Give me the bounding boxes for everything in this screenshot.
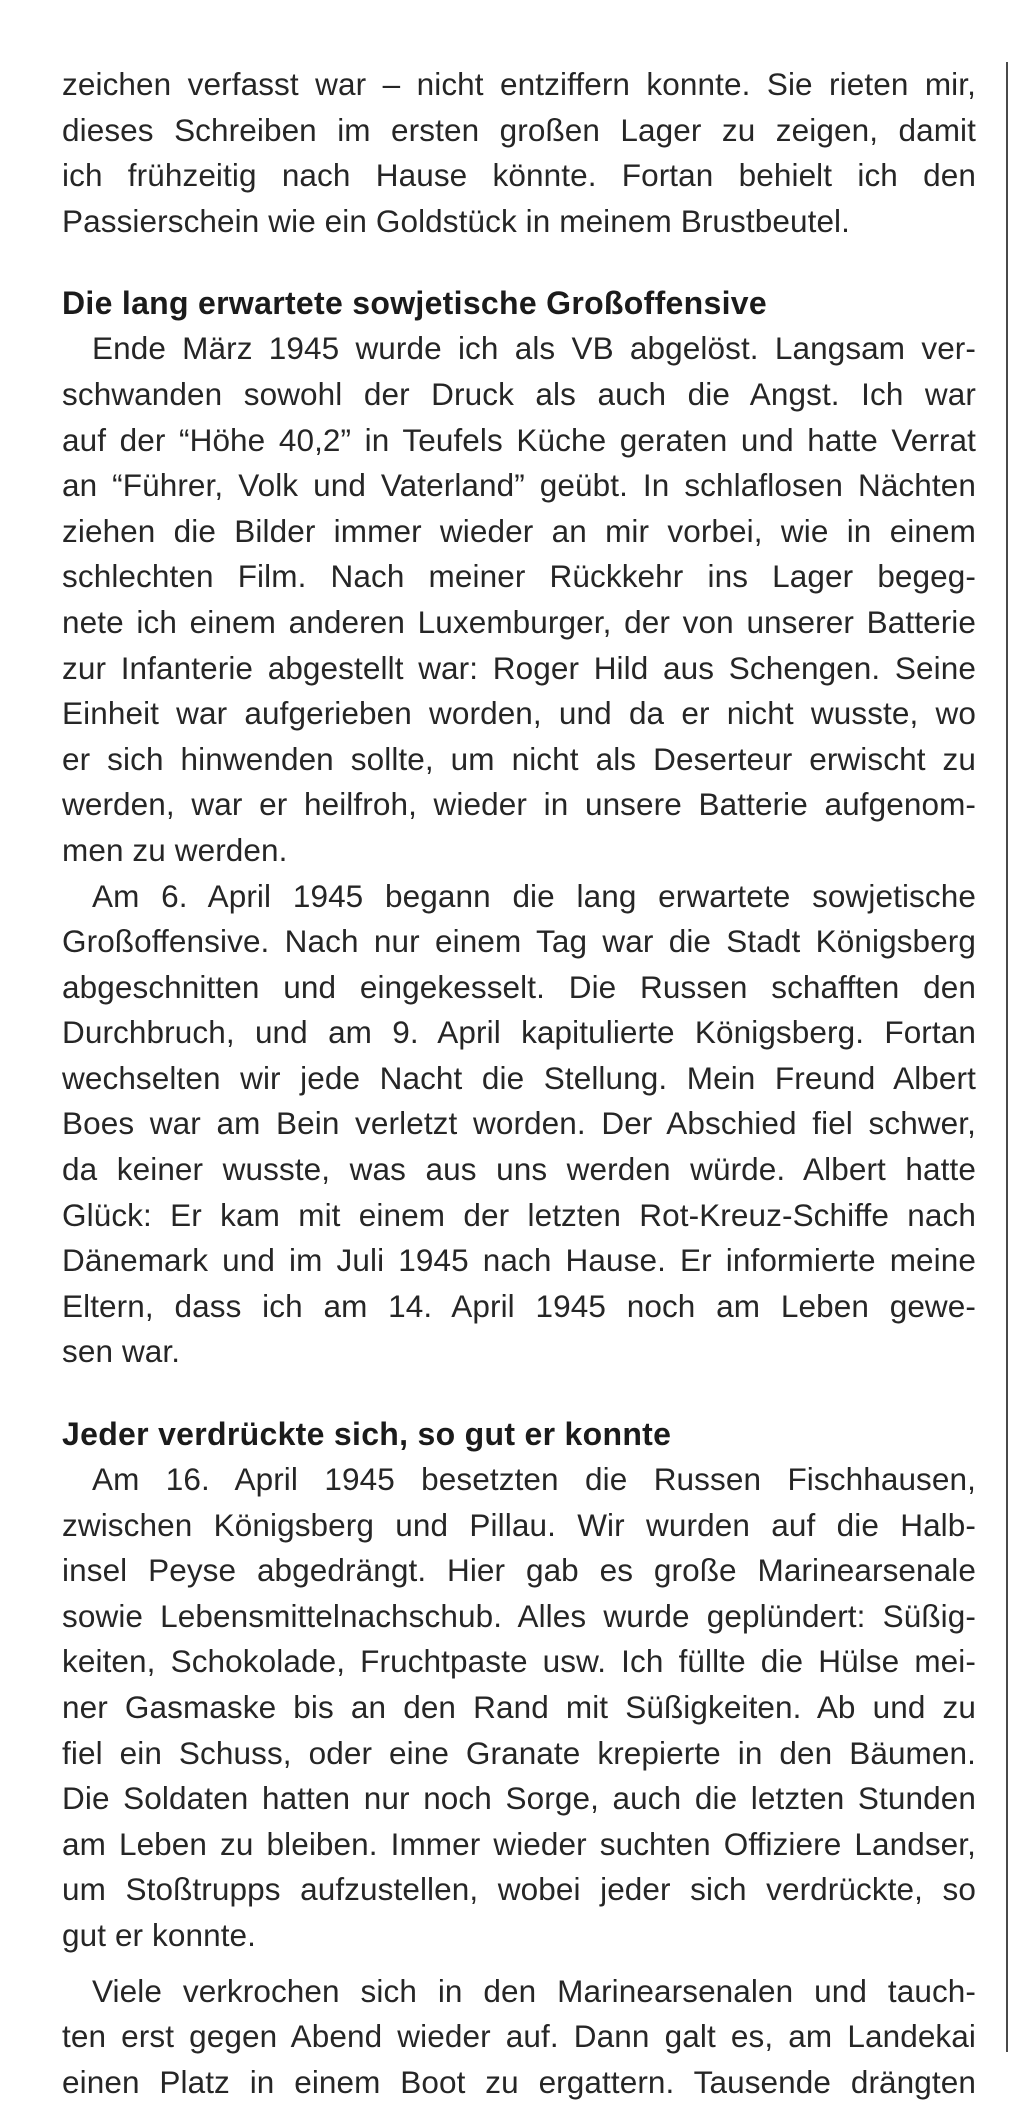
- text-line: zur Infanterie abgestellt war: Roger Hild aus Schengen. Seine: [62, 649, 976, 686]
- text-line: gut er konnte.: [62, 1916, 257, 1953]
- text-line: werden, war er heilfroh, wieder in unsere Batterie aufgenom-: [62, 786, 976, 823]
- text-line: ner Gasmaske bis an den Rand mit Süßigkeiten. Ab und zu: [62, 1689, 976, 1725]
- text-line: Die Soldaten hatten nur noch Sorge, auch die letzten Stunden: [62, 1780, 976, 1817]
- text-line: Viele verkrochen sich in den Marinearsenalen und tauch-: [92, 1972, 976, 2009]
- text-line: um Stoßtrupps aufzustellen, wobei jeder sich verdrückte, so: [62, 1871, 976, 1908]
- section-gap: [62, 244, 976, 280]
- text-line: Durchbruch, und am 9. April kapitulierte Königsberg. Fortan: [62, 1014, 976, 1051]
- text-line: einen Platz in einem Boot zu ergattern. Tausende drängten: [62, 2063, 976, 2100]
- text-line: Großoffensive. Nach nur einem Tag war die Stadt Königsberg: [62, 923, 976, 960]
- text-line: fiel ein Schuss, oder eine Granate krepierte in den Bäumen.: [62, 1734, 976, 1771]
- section-heading: Die lang erwartete sowjetische Großoffensive: [62, 285, 767, 322]
- text-line: nete ich einem anderen Luxemburger, der von unserer Batterie: [62, 603, 976, 640]
- section-grossoffensive: [62, 280, 976, 1375]
- text-line: am Leben zu bleiben. Immer wieder suchten Offiziere Landser,: [62, 1825, 976, 1862]
- paragraph: [62, 874, 976, 1376]
- paragraph: [62, 1457, 976, 1959]
- text-line: Dänemark und im Juli 1945 nach Hause. Er informierte meine: [62, 1242, 976, 1279]
- section-gap: [62, 1375, 976, 1411]
- text-line: Passierschein wie ein Goldstück in meinem Brustbeutel.: [62, 202, 851, 239]
- text-line: ten erst gegen Abend wieder auf. Dann galt es, am Landekai: [62, 2018, 976, 2055]
- text-line: sowie Lebensmittelnachschub. Alles wurde geplündert: Süßig-: [62, 1597, 976, 1634]
- text-line: Boes war am Bein verletzt worden. Der Abschied fiel schwer,: [62, 1105, 976, 1142]
- text-line: Ende März 1945 wurde ich als VB abgelöst. Langsam ver-: [92, 330, 976, 367]
- text-line: zwischen Königsberg und Pillau. Wir wurden auf die Halb-: [62, 1506, 976, 1543]
- column-rule: [1006, 62, 1008, 2052]
- paragraph: [62, 326, 976, 873]
- text-line: zeichen verfasst war – nicht entziffern konnte. Sie rieten mir,: [62, 66, 976, 102]
- intro-paragraph: [62, 62, 976, 244]
- text-line: abgeschnitten und eingekesselt. Die Russen schafften den: [62, 968, 976, 1005]
- text-line: Einheit war aufgerieben worden, und da er nicht wusste, wo: [62, 695, 976, 732]
- text-line: er sich hinwenden sollte, um nicht als Deserteur erwischt zu: [62, 740, 976, 777]
- text-line: Am 6. April 1945 begann die lang erwartete sowjetische: [92, 877, 976, 914]
- text-line: auf der “Höhe 40,2” in Teufels Küche geraten und hatte Verrat: [62, 421, 976, 458]
- text-line: keiten, Schokolade, Fruchtpaste usw. Ich füllte die Hülse mei-: [62, 1643, 976, 1680]
- document-page: [62, 62, 976, 2105]
- text-line: da keiner wusste, was aus uns werden würde. Albert hatte: [62, 1151, 976, 1188]
- text-line: Am 16. April 1945 besetzten die Russen Fischhausen,: [92, 1461, 976, 1498]
- text-line: ich frühzeitig nach Hause könnte. Fortan behielt ich den: [62, 157, 976, 194]
- text-line: insel Peyse abgedrängt. Hier gab es große Marinearsenale: [62, 1552, 976, 1589]
- paragraph: [62, 1969, 976, 2105]
- text-line: dieses Schreiben im ersten großen Lager zu zeigen, damit: [62, 111, 976, 148]
- text-line: schwanden sowohl der Druck als auch die Angst. Ich war: [62, 375, 976, 412]
- text-line: an “Führer, Volk und Vaterland” geübt. In schlaflosen Nächten: [62, 467, 976, 504]
- text-line: sen war.: [62, 1333, 181, 1370]
- text-line: schlechten Film. Nach meiner Rückkehr ins Lager begeg-: [62, 558, 976, 595]
- text-line: men zu werden.: [62, 831, 288, 868]
- section-heading: Jeder verdrückte sich, so gut er konnte: [62, 1416, 672, 1453]
- section-verdrueckte: [62, 1411, 976, 2105]
- text-line: Glück: Er kam mit einem der letzten Rot-Kreuz-Schiffe nach: [62, 1196, 976, 1233]
- text-line: ziehen die Bilder immer wieder an mir vorbei, wie in einem: [62, 512, 976, 549]
- text-line: Eltern, dass ich am 14. April 1945 noch am Leben gewe-: [62, 1287, 976, 1324]
- paragraph-gap: [62, 1959, 976, 1969]
- text-line: wechselten wir jede Nacht die Stellung. Mein Freund Albert: [62, 1059, 976, 1096]
